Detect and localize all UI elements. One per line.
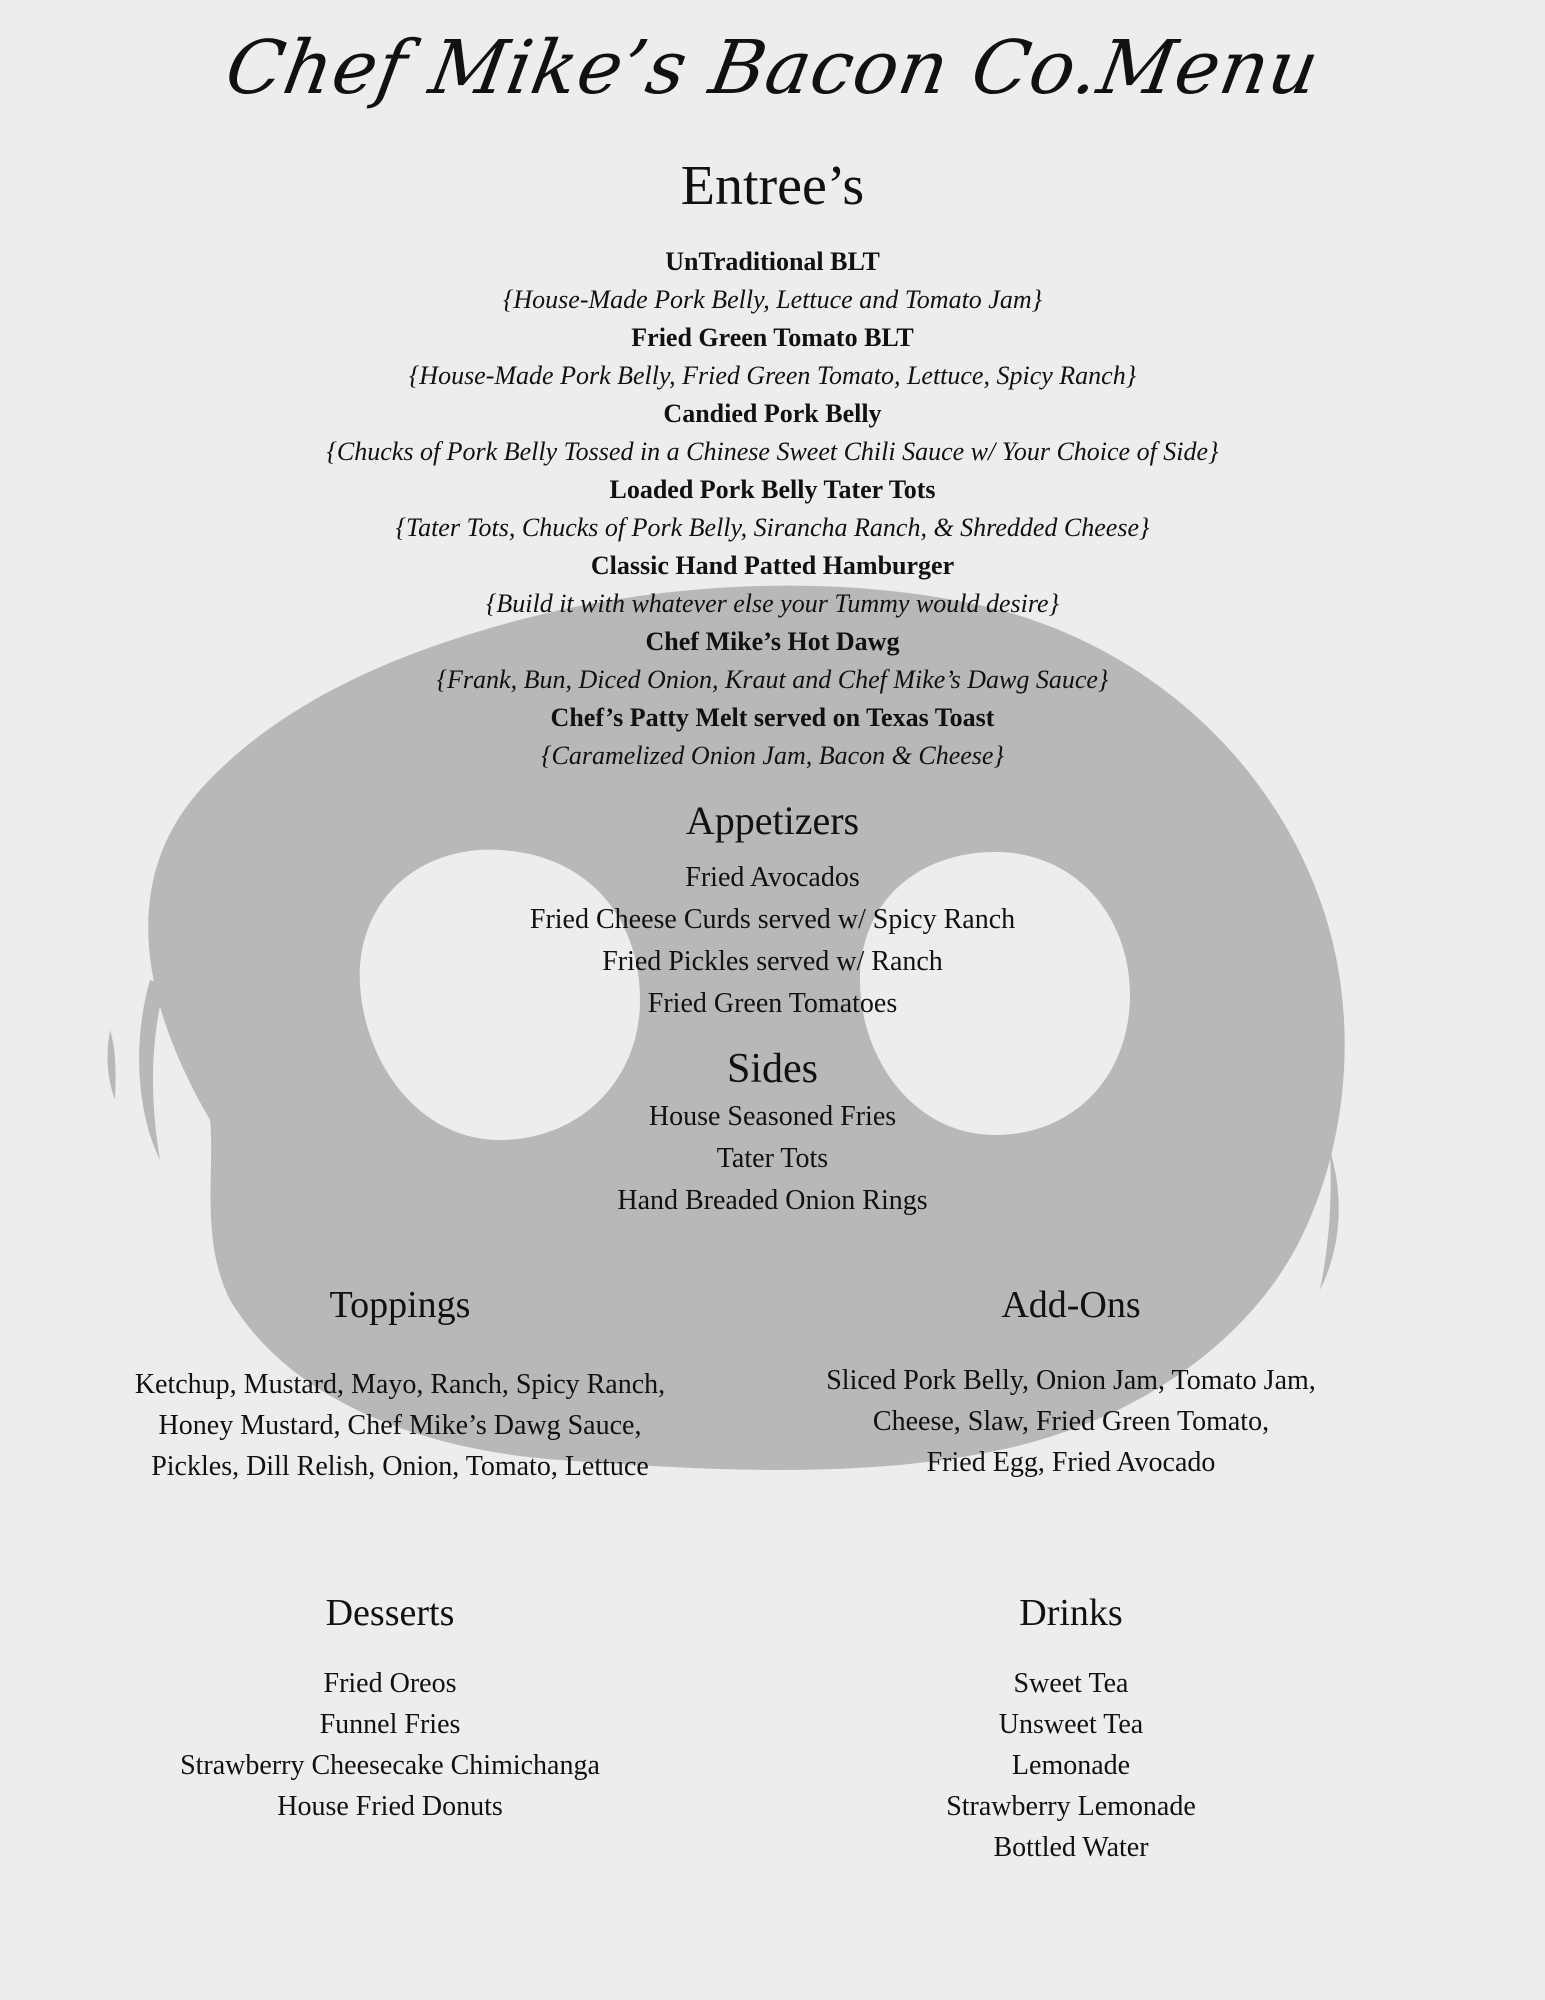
entree-name: Chef’s Patty Melt served on Texas Toast xyxy=(550,703,995,732)
entree-description: {House-Made Pork Belly, Lettuce and Tomato Jam} xyxy=(502,285,1043,314)
entree-name: Chef Mike’s Hot Dawg xyxy=(645,627,900,656)
drink-item: Strawberry Lemonade xyxy=(946,1790,1196,1822)
entree-name: UnTraditional BLT xyxy=(665,247,880,276)
appetizers-list xyxy=(0,857,1545,1025)
dessert-item: Strawberry Cheesecake Chimichanga xyxy=(180,1749,600,1781)
entree-item xyxy=(0,699,1545,775)
side-item: Tater Tots xyxy=(716,1143,829,1174)
appetizer-item: Fried Green Tomatoes xyxy=(647,988,898,1019)
entree-item xyxy=(0,471,1545,547)
entrees-list xyxy=(0,243,1545,775)
toppings-text xyxy=(100,1364,700,1487)
entree-name: Fried Green Tomato BLT xyxy=(631,323,914,352)
entree-description: {Tater Tots, Chucks of Pork Belly, Sirancha Ranch, & Shredded Cheese} xyxy=(395,513,1150,542)
desserts-list xyxy=(140,1663,640,1827)
drinks-section xyxy=(821,1591,1321,1868)
drinks-heading: Drinks xyxy=(1019,1592,1123,1634)
sides-list xyxy=(0,1096,1545,1222)
entree-description: {Chucks of Pork Belly Tossed in a Chinese Sweet Chili Sauce w/ Your Choice of Side} xyxy=(326,437,1219,466)
entree-item xyxy=(0,395,1545,471)
side-item: Hand Breaded Onion Rings xyxy=(617,1185,928,1216)
entree-description: {Caramelized Onion Jam, Bacon & Cheese} xyxy=(541,741,1004,770)
entree-description: {Frank, Bun, Diced Onion, Kraut and Chef Mike’s Dawg Sauce} xyxy=(436,665,1109,694)
drinks-list xyxy=(821,1663,1321,1868)
addons-heading: Add-Ons xyxy=(1001,1284,1141,1326)
entree-description: {House-Made Pork Belly, Fried Green Tomato, Lettuce, Spicy Ranch} xyxy=(408,361,1137,390)
appetizer-item: Fried Cheese Curds served w/ Spicy Ranch xyxy=(529,904,1016,935)
entree-item xyxy=(0,319,1545,395)
dessert-item: Funnel Fries xyxy=(319,1708,461,1740)
addons-line: Sliced Pork Belly, Onion Jam, Tomato Jam, xyxy=(826,1364,1316,1396)
drink-item: Unsweet Tea xyxy=(998,1708,1144,1740)
addons-text xyxy=(771,1360,1371,1483)
menu-title: Chef Mike’s Bacon Co.Menu xyxy=(219,25,1326,111)
entree-name: Classic Hand Patted Hamburger xyxy=(590,551,955,580)
entrees-heading: Entree’s xyxy=(680,155,865,217)
entree-description: {Build it with whatever else your Tummy would desire} xyxy=(485,589,1059,618)
sides-heading: Sides xyxy=(726,1046,818,1092)
toppings-heading: Toppings xyxy=(329,1284,471,1326)
toppings-section xyxy=(100,1283,700,1487)
addons-line: Cheese, Slaw, Fried Green Tomato, xyxy=(872,1405,1270,1437)
addons-section xyxy=(771,1283,1371,1483)
entree-name: Candied Pork Belly xyxy=(663,399,882,428)
drink-item: Sweet Tea xyxy=(1013,1667,1129,1699)
dessert-item: House Fried Donuts xyxy=(277,1790,503,1822)
entree-name: Loaded Pork Belly Tater Tots xyxy=(609,475,936,504)
desserts-section xyxy=(140,1591,640,1827)
entree-item xyxy=(0,547,1545,623)
toppings-line: Honey Mustard, Chef Mike’s Dawg Sauce, xyxy=(158,1409,642,1441)
appetizers-heading: Appetizers xyxy=(685,798,860,843)
drink-item: Bottled Water xyxy=(993,1831,1149,1863)
desserts-heading: Desserts xyxy=(325,1592,455,1634)
dessert-item: Fried Oreos xyxy=(323,1667,457,1699)
drink-item: Lemonade xyxy=(1011,1749,1131,1781)
entree-item xyxy=(0,243,1545,319)
entree-item xyxy=(0,623,1545,699)
addons-line: Fried Egg, Fried Avocado xyxy=(926,1446,1216,1478)
toppings-line: Ketchup, Mustard, Mayo, Ranch, Spicy Ranch, xyxy=(134,1368,666,1400)
appetizer-item: Fried Avocados xyxy=(685,862,860,893)
toppings-line: Pickles, Dill Relish, Onion, Tomato, Lettuce xyxy=(151,1450,649,1482)
appetizer-item: Fried Pickles served w/ Ranch xyxy=(602,946,943,977)
side-item: House Seasoned Fries xyxy=(648,1101,897,1132)
